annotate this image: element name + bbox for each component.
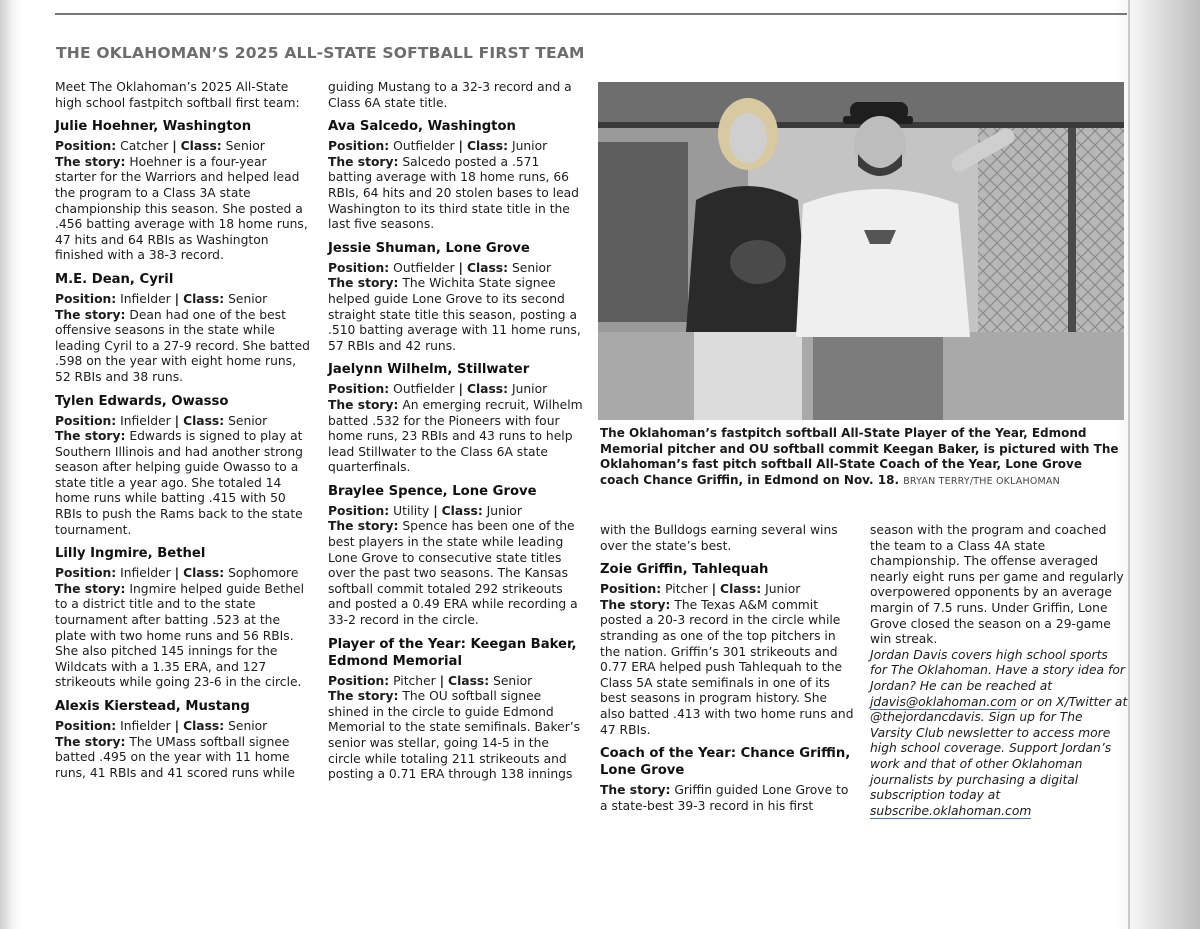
story-label: The story: — [328, 519, 399, 534]
class-label: Class: — [183, 413, 225, 428]
column-3 — [600, 523, 855, 814]
player-name: Lilly Ingmire, Bethel — [55, 546, 206, 562]
player-meta — [55, 566, 310, 582]
separator: | — [711, 582, 717, 597]
player-story — [328, 519, 583, 628]
player-name: Braylee Spence, Lone Grove — [328, 483, 537, 499]
class-label: Class: — [183, 566, 225, 581]
player-position: Outfielder — [393, 139, 455, 154]
separator: | — [439, 673, 445, 688]
player-story — [328, 689, 583, 783]
player-story — [600, 598, 855, 738]
player-class: Senior — [225, 139, 265, 154]
player-class: Junior — [486, 503, 522, 518]
position-label: Position: — [55, 566, 117, 581]
separator: | — [433, 503, 438, 518]
player-meta — [55, 414, 310, 430]
separator: | — [458, 139, 464, 154]
position-label: Position: — [328, 673, 390, 688]
separator: | — [458, 260, 464, 275]
bio-start: Jordan Davis covers high school sports for The Oklahoman. Have a story idea for Jordan? He can be reached at — [870, 647, 1125, 693]
class-label: Class: — [183, 719, 225, 733]
author-bio — [870, 648, 1128, 820]
player-story-text: Spence has been one of the best players in the state while leading Lone Grove to consecutive state titles over the past two seasons. The Kansas softball commit totaled 292 strikeouts and posted a 0.49 ERA while recording a 33-2 record in the circle. — [328, 519, 578, 628]
player-story-text: An emerging recruit, Wilhelm batted .532 for the Pioneers with four home runs, 23 RBIs and 43 runs to help lead Stillwater to the Class 6A state quarterfinals. — [328, 397, 583, 475]
player-name: Jaelynn Wilhelm, Stillwater — [328, 362, 530, 378]
player-story-text: Edwards is signed to play at Southern Illinois and had another strong season after helping guide Owasso to a state title a year ago. She totaled 14 home runs while batting .415 with 50 RBIs to push the Rams back to the state tournament. — [55, 429, 303, 537]
subscribe-link[interactable]: subscribe.oklahoman.com — [870, 803, 1032, 818]
player-class: Senior — [511, 260, 552, 275]
player-story — [328, 276, 583, 354]
author-email-link[interactable]: jdavis@oklahoman.com — [870, 694, 1017, 709]
player-of-year-name: Player of the Year: Keegan Baker, Edmond Memorial — [328, 636, 577, 669]
separator: | — [458, 382, 464, 397]
position-label: Position: — [600, 582, 662, 597]
coach-story-text: Griffin guided Lone Grove to a state-best 39-3 record in his first — [600, 783, 849, 813]
separator: | — [172, 139, 177, 154]
separator: | — [174, 719, 180, 733]
player-class: Senior — [228, 719, 268, 733]
player-class: Senior — [493, 673, 533, 688]
player-story-text: Ingmire helped guide Bethel to a district title and to the state tournament after batting .523 at the plate with two home runs and 56 RBIs. She also pitched 145 innings for the Wildcats with a 1.35 ERA, and 127 strikeouts while going 23-6 in the circle. — [55, 581, 304, 690]
player-name: M.E. Dean, Cyril — [55, 271, 174, 287]
continued-text: season with the program and coached the team to a Class 4A state championship. The offense averaged nearly eight runs per game and regularly overpowered opponents by an average margin of 7.5 runs. Under Griffin, Lone Grove closed the season on a 29-game win streak. — [870, 523, 1124, 647]
position-label: Position: — [55, 719, 117, 733]
story-label: The story: — [55, 154, 126, 169]
player-position: Utility — [393, 503, 430, 518]
player-position: Outfielder — [393, 260, 455, 275]
story-label: The story: — [55, 307, 126, 322]
photo-caption — [600, 426, 1120, 489]
player-name: Zoie Griffin, Tahlequah — [600, 562, 769, 578]
player-story-text: The Texas A&M commit posted a 20-3 record in the circle while stranding as one of the top pitchers in the nation. Griffin’s 301 strikeouts and 0.77 ERA helped push Tahlequah to the Class 5A state semifinals in one of its best seasons in program history. She also batted .413 with two home runs and 47 RBIs. — [600, 597, 854, 737]
photo-credit: BRYAN TERRY/THE OKLAHOMAN — [903, 475, 1060, 487]
separator: | — [174, 566, 180, 581]
column-4 — [870, 523, 1128, 819]
player-meta — [600, 582, 855, 598]
player-story — [55, 308, 310, 386]
class-label: Class: — [466, 382, 509, 397]
position-label: Position: — [328, 139, 390, 154]
continued-text: guiding Mustang to a 32-3 record and a Class 6A state title. — [328, 80, 572, 110]
story-label: The story: — [600, 597, 671, 612]
player-class: Junior — [511, 139, 548, 154]
player-story — [328, 155, 583, 233]
player-meta — [328, 139, 583, 155]
player-story-text: Dean had one of the best offensive seasons in the state while leading Cyril to a 27-9 record. She batted .598 on the year with eight home runs, 52 RBIs and 38 runs. — [55, 307, 310, 384]
feature-photo — [598, 82, 1124, 420]
player-name: Julie Hoehner, Washington — [55, 119, 252, 135]
player-story-text: The UMass softball signee batted .495 on the year with 11 home runs, 41 RBIs and 41 scored runs while — [55, 734, 295, 780]
separator: | — [174, 413, 180, 428]
player-name: Tylen Edwards, Owasso — [55, 393, 229, 409]
story-label: The story: — [328, 154, 399, 169]
story-label: The story: — [55, 581, 126, 596]
page-fold — [1128, 0, 1130, 929]
player-meta — [328, 504, 583, 520]
class-label: Class: — [720, 582, 762, 597]
player-story — [55, 155, 310, 264]
position-label: Position: — [328, 503, 390, 518]
player-story — [55, 735, 310, 782]
player-meta — [328, 674, 583, 690]
class-label: Class: — [448, 673, 490, 688]
story-label: The story: — [328, 689, 399, 704]
player-position: Outfielder — [393, 382, 455, 397]
bio-mid: or on X/Twitter at @thejordancdavis. Sign up for The Varsity Club newsletter to access more high school coverage. Support Jordan’s work and that of other Oklahoman journalists by purchasing a digital subscription today at — [870, 694, 1128, 803]
player-meta — [55, 719, 310, 735]
intro-text: Meet The Oklahoman’s 2025 All-State high school fastpitch softball first team: — [55, 80, 300, 110]
player-class: Junior — [765, 582, 801, 597]
player-story — [328, 398, 583, 476]
caption-text: The Oklahoman’s fastpitch softball All-State Player of the Year, Edmond Memorial pitcher and OU softball commit Keegan Baker, is pictured with The Oklahoman’s fast pitch softball All-State Coach of the Year, Lone Grove coach Chance Griffin, in Edmond on Nov. 18. — [600, 426, 1119, 487]
page-shadow-left — [0, 0, 22, 929]
player-meta — [55, 139, 310, 155]
player-meta — [328, 382, 583, 398]
position-label: Position: — [55, 413, 117, 428]
player-position: Infielder — [120, 566, 171, 581]
player-position: Infielder — [120, 413, 171, 428]
class-label: Class: — [466, 139, 509, 154]
story-label: The story: — [328, 276, 399, 291]
player-class: Senior — [228, 291, 268, 306]
column-2 — [328, 80, 583, 783]
position-label: Position: — [328, 260, 390, 275]
article-headline: THE OKLAHOMAN’S 2025 ALL-STATE SOFTBALL FIRST TEAM — [56, 44, 585, 62]
story-label: The story: — [55, 734, 126, 749]
player-class: Junior — [511, 382, 548, 397]
player-position: Infielder — [120, 719, 171, 733]
player-class: Senior — [228, 413, 268, 428]
player-class: Sophomore — [228, 566, 299, 581]
player-story-text: The OU softball signee shined in the circle to guide Edmond Memorial to the state semifinals. Baker’s senior was stellar, going 14-5 in the circle while totaling 211 strikeouts and posting a 0.71 ERA through 138 innings — [328, 689, 581, 782]
class-label: Class: — [180, 139, 222, 154]
class-label: Class: — [466, 260, 509, 275]
player-meta — [328, 261, 583, 277]
position-label: Position: — [55, 139, 117, 154]
class-label: Class: — [183, 291, 225, 306]
player-position: Infielder — [120, 291, 171, 306]
player-position: Catcher — [120, 139, 169, 154]
player-story-text: The Wichita State signee helped guide Lone Grove to its second straight state title this season, posting a .510 batting average with 11 home runs, 57 RBIs and 42 runs. — [328, 276, 581, 353]
story-label: The story: — [55, 429, 126, 444]
continued-text: with the Bulldogs earning several wins over the state’s best. — [600, 523, 838, 553]
position-label: Position: — [328, 382, 390, 397]
player-story — [55, 582, 310, 691]
player-story-text: Salcedo posted a .571 batting average with 18 home runs, 66 RBIs, 64 hits and 20 stolen bases to lead Washington to its third state title in the last five seasons. — [328, 154, 579, 232]
story-label: The story: — [328, 397, 399, 412]
player-story-text: Hoehner is a four-year starter for the Warriors and helped lead the program to a Class 3A state championship this season. She posted a .456 batting average with 18 home runs, 47 hits and 64 RBIs as Washington finished with a 38-3 record. — [55, 154, 308, 263]
player-name: Jessie Shuman, Lone Grove — [328, 240, 530, 256]
position-label: Position: — [55, 291, 117, 306]
top-rule — [55, 13, 1127, 15]
separator: | — [174, 291, 180, 306]
class-label: Class: — [441, 503, 483, 518]
player-meta — [55, 292, 310, 308]
coach-story — [600, 783, 855, 814]
player-story — [55, 429, 310, 538]
story-label: The story: — [600, 783, 671, 798]
player-position: Pitcher — [665, 582, 708, 597]
photo-illustration — [598, 82, 1124, 420]
player-name: Alexis Kierstead, Mustang — [55, 699, 250, 714]
player-name: Ava Salcedo, Washington — [328, 119, 516, 135]
player-position: Pitcher — [393, 673, 436, 688]
column-1 — [55, 80, 310, 781]
coach-of-year-name: Coach of the Year: Chance Griffin, Lone Grove — [600, 746, 851, 779]
